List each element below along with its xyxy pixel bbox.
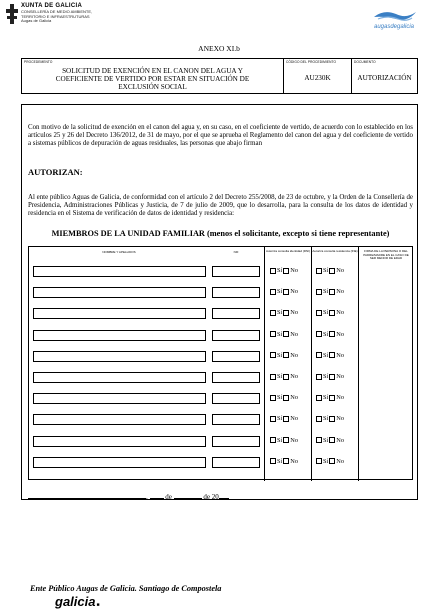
member-row	[29, 330, 414, 345]
identity-yes-checkbox[interactable]	[270, 352, 276, 358]
residence-yes-checkbox[interactable]	[316, 310, 322, 316]
yes-label: Sí	[277, 330, 283, 338]
member-nif-input[interactable]	[212, 372, 260, 383]
yes-label: Sí	[277, 267, 283, 274]
member-row	[29, 372, 414, 387]
member-name-input[interactable]	[33, 287, 206, 298]
member-row	[29, 266, 414, 281]
identity-consent-options	[269, 394, 298, 401]
residence-yes-checkbox[interactable]	[316, 352, 322, 358]
year-prefix: 20	[211, 493, 219, 501]
no-label: No	[336, 351, 344, 359]
residence-consent-options	[315, 352, 344, 359]
member-signature-field[interactable]	[362, 351, 410, 363]
member-signature-field[interactable]	[362, 436, 410, 448]
member-signature-field[interactable]	[362, 393, 410, 405]
month-field[interactable]	[174, 498, 202, 499]
identity-consent-options	[269, 458, 298, 465]
identity-consent-options	[269, 415, 298, 422]
member-nif-input[interactable]	[212, 330, 260, 341]
code-cell	[284, 59, 352, 93]
yes-label: Sí	[277, 457, 283, 465]
member-name-input[interactable]	[33, 436, 206, 447]
comma: ,	[146, 493, 148, 501]
member-name-input[interactable]	[33, 266, 206, 277]
footer-logo-text: galicia	[55, 594, 96, 609]
no-label: No	[336, 394, 344, 402]
header-identity: Autoriza consulta identidad (DNI)	[265, 249, 311, 253]
member-row	[29, 414, 414, 429]
procedure-cell	[22, 59, 284, 93]
residence-yes-checkbox[interactable]	[316, 416, 322, 422]
place-date-line	[28, 493, 229, 501]
identity-yes-checkbox[interactable]	[270, 310, 276, 316]
identity-yes-checkbox[interactable]	[270, 437, 276, 443]
yes-label: Sí	[277, 373, 283, 380]
no-label: No	[336, 267, 344, 274]
residence-no-checkbox[interactable]	[329, 374, 335, 380]
no-label: No	[290, 457, 298, 465]
identity-consent-options	[269, 288, 298, 295]
yes-label: Sí	[277, 309, 283, 317]
authorize-heading: AUTORIZAN:	[28, 167, 83, 177]
residence-consent-options	[315, 331, 344, 338]
annex-label: ANEXO XI.b	[198, 44, 240, 53]
residence-yes-checkbox[interactable]	[316, 331, 322, 337]
identity-no-checkbox[interactable]	[283, 416, 289, 422]
member-nif-input[interactable]	[212, 436, 260, 447]
member-nif-input[interactable]	[212, 414, 260, 425]
footer-logo-mark: ■	[96, 602, 100, 608]
identity-yes-checkbox[interactable]	[270, 416, 276, 422]
residence-consent-options	[315, 415, 344, 422]
residence-consent-options	[315, 267, 344, 274]
document-label: DOCUMENTO	[354, 60, 376, 64]
members-table	[28, 246, 413, 503]
no-label: No	[290, 288, 298, 296]
identity-no-checkbox[interactable]	[283, 289, 289, 295]
member-signature-field[interactable]	[362, 414, 410, 426]
member-row	[29, 436, 414, 451]
augas-de-galicia-logo	[368, 8, 420, 30]
yes-label: Sí	[277, 351, 283, 359]
xunta-shield-logo	[6, 4, 18, 24]
member-signature-field[interactable]	[362, 330, 410, 342]
members-title: MIEMBROS DE LA UNIDAD FAMILIAR (menos el solicitante, excepto si tiene representante)	[51, 229, 390, 238]
no-label: No	[290, 351, 298, 359]
residence-no-checkbox[interactable]	[329, 458, 335, 464]
residence-yes-checkbox[interactable]	[316, 268, 322, 274]
day-field[interactable]	[150, 498, 164, 499]
department-name	[21, 10, 92, 24]
identity-consent-options	[269, 267, 298, 274]
year-field[interactable]	[219, 498, 229, 499]
identity-no-checkbox[interactable]	[283, 268, 289, 274]
org-name: XUNTA DE GALICIA	[21, 3, 83, 9]
member-name-input[interactable]	[33, 308, 206, 319]
residence-yes-checkbox[interactable]	[316, 458, 322, 464]
code-label: CÓDIGO DEL PROCEDIMIENTO	[286, 60, 337, 64]
department-line: CONSELLERÍA DE MEDIO AMBIENTE,	[21, 9, 93, 14]
residence-no-checkbox[interactable]	[329, 331, 335, 337]
yes-label: Sí	[323, 415, 329, 423]
place-field[interactable]	[28, 498, 146, 499]
header-residence: Autoriza consulta residencia (INE)	[312, 249, 358, 253]
identity-consent-options	[269, 331, 298, 338]
member-nif-input[interactable]	[212, 393, 260, 404]
procedure-title: SOLICITUD DE EXENCIÓN EN EL CANON DEL AGUA Y COEFICIENTE DE VERTIDO POR ESTAR EN SITUACIÓN DE EXCLUSIÓN SOCIAL	[55, 67, 250, 91]
no-label: No	[290, 309, 298, 317]
identity-yes-checkbox[interactable]	[270, 331, 276, 337]
identity-no-checkbox[interactable]	[283, 310, 289, 316]
identity-yes-checkbox[interactable]	[270, 268, 276, 274]
header-name: NOMBRE Y APELLIDOS	[102, 250, 136, 254]
residence-yes-checkbox[interactable]	[316, 395, 322, 401]
member-name-input[interactable]	[33, 372, 206, 383]
no-label: No	[290, 330, 298, 338]
identity-consent-options	[269, 309, 298, 316]
member-signature-field[interactable]	[362, 457, 410, 469]
residence-no-checkbox[interactable]	[329, 310, 335, 316]
procedure-table	[21, 58, 418, 94]
yes-label: Sí	[277, 288, 283, 296]
identity-no-checkbox[interactable]	[283, 395, 289, 401]
residence-consent-options	[315, 458, 344, 465]
footer-entity: Ente Público Augas de Galicia. Santiago de Compostela	[30, 584, 222, 593]
identity-yes-checkbox[interactable]	[270, 289, 276, 295]
residence-no-checkbox[interactable]	[329, 416, 335, 422]
header-nif: NIF	[233, 250, 239, 254]
yes-label: Sí	[323, 288, 329, 296]
code-value: AU230K	[304, 74, 331, 82]
procedure-label: PROCEDEMENTO	[24, 60, 53, 64]
no-label: No	[290, 415, 298, 423]
identity-no-checkbox[interactable]	[283, 458, 289, 464]
department-line: Augas de Galicia	[21, 18, 52, 24]
residence-no-checkbox[interactable]	[329, 268, 335, 274]
yes-label: Sí	[277, 394, 283, 402]
identity-yes-checkbox[interactable]	[270, 374, 276, 380]
residence-consent-options	[315, 373, 344, 380]
date-word: de	[203, 493, 210, 501]
date-word: de	[165, 493, 172, 501]
member-nif-input[interactable]	[212, 351, 260, 362]
residence-yes-checkbox[interactable]	[316, 289, 322, 295]
no-label: No	[290, 436, 298, 444]
member-name-input[interactable]	[33, 414, 206, 425]
member-row	[29, 457, 414, 472]
residence-no-checkbox[interactable]	[329, 395, 335, 401]
member-nif-input[interactable]	[212, 287, 260, 298]
galicia-footer-logo	[55, 594, 100, 609]
identity-consent-options	[269, 437, 298, 444]
member-signature-field[interactable]	[362, 287, 410, 299]
brand-name: augasdegalicia	[373, 24, 415, 30]
yes-label: Sí	[323, 457, 329, 465]
no-label: No	[336, 373, 344, 380]
yes-label: Sí	[323, 436, 329, 444]
member-nif-input[interactable]	[212, 308, 260, 319]
department-line: TERRITORIO E INFRAESTRUTURAS	[21, 13, 90, 19]
yes-label: Sí	[323, 373, 329, 380]
residence-consent-options	[315, 437, 344, 444]
yes-label: Sí	[277, 436, 283, 444]
identity-consent-options	[269, 352, 298, 359]
member-name-input[interactable]	[33, 457, 206, 468]
yes-label: Sí	[323, 351, 329, 359]
identity-no-checkbox[interactable]	[283, 352, 289, 358]
member-signature-field[interactable]	[362, 372, 410, 384]
authorization-paragraph: Al ente público Aguas de Galicia, de conformidad con el artículo 2 del Decreto 255/2008, de 23 de octubre, y la Orden de la Consellería de Presidencia, Administraciones Públicas y Justicia, de 7 de julio de 2009, que lo desarrolla, para la consulta de los datos de identidad y residencia en el Sistema de verificación de datos de identidad y residencia:	[28, 194, 413, 218]
no-label: No	[336, 457, 344, 465]
header-signature: FIRMA DE LA PERSONA O DEL PADRE/MADRE EN EL CASO DE SER MENOR DE EDAD	[363, 249, 409, 261]
no-label: No	[290, 394, 298, 402]
member-name-input[interactable]	[33, 351, 206, 362]
member-row	[29, 308, 414, 323]
document-value: AUTORIZACIÓN	[357, 74, 412, 82]
yes-label: Sí	[323, 394, 329, 402]
no-label: No	[336, 436, 344, 444]
member-nif-input[interactable]	[212, 457, 260, 468]
identity-no-checkbox[interactable]	[283, 374, 289, 380]
member-row	[29, 287, 414, 302]
member-name-input[interactable]	[33, 330, 206, 341]
member-name-input[interactable]	[33, 393, 206, 404]
no-label: No	[290, 373, 298, 380]
yes-label: Sí	[323, 309, 329, 317]
residence-no-checkbox[interactable]	[329, 437, 335, 443]
residence-no-checkbox[interactable]	[329, 289, 335, 295]
no-label: No	[336, 288, 344, 296]
residence-consent-options	[315, 288, 344, 295]
residence-consent-options	[315, 394, 344, 401]
member-row	[29, 351, 414, 366]
authorization-form	[21, 104, 418, 500]
yes-label: Sí	[277, 415, 283, 423]
identity-no-checkbox[interactable]	[283, 437, 289, 443]
no-label: No	[336, 415, 344, 423]
residence-no-checkbox[interactable]	[329, 352, 335, 358]
identity-yes-checkbox[interactable]	[270, 458, 276, 464]
member-signature-field[interactable]	[362, 308, 410, 320]
no-label: No	[336, 330, 344, 338]
residence-consent-options	[315, 309, 344, 316]
no-label: No	[290, 267, 298, 274]
intro-paragraph: Con motivo de la solicitud de exención en el canon del agua y, en su caso, en el coeficiente de vertido, de acuerdo con lo establecido en los artículos 25 y 26 del Decreto 136/2012, de 31 de mayo, por el que se aprueba el Reglamento del canon del agua y del coeficiente de vertido a sistemas públicos de depuración de aguas residuales, las personas que abajo firman	[28, 124, 413, 148]
members-table-frame	[28, 246, 413, 480]
member-signature-field[interactable]	[362, 266, 410, 278]
residence-yes-checkbox[interactable]	[316, 437, 322, 443]
identity-yes-checkbox[interactable]	[270, 395, 276, 401]
residence-yes-checkbox[interactable]	[316, 374, 322, 380]
member-nif-input[interactable]	[212, 266, 260, 277]
identity-consent-options	[269, 373, 298, 380]
identity-no-checkbox[interactable]	[283, 331, 289, 337]
no-label: No	[336, 309, 344, 317]
document-cell	[352, 59, 417, 93]
yes-label: Sí	[323, 267, 329, 274]
yes-label: Sí	[323, 330, 329, 338]
member-row	[29, 393, 414, 408]
